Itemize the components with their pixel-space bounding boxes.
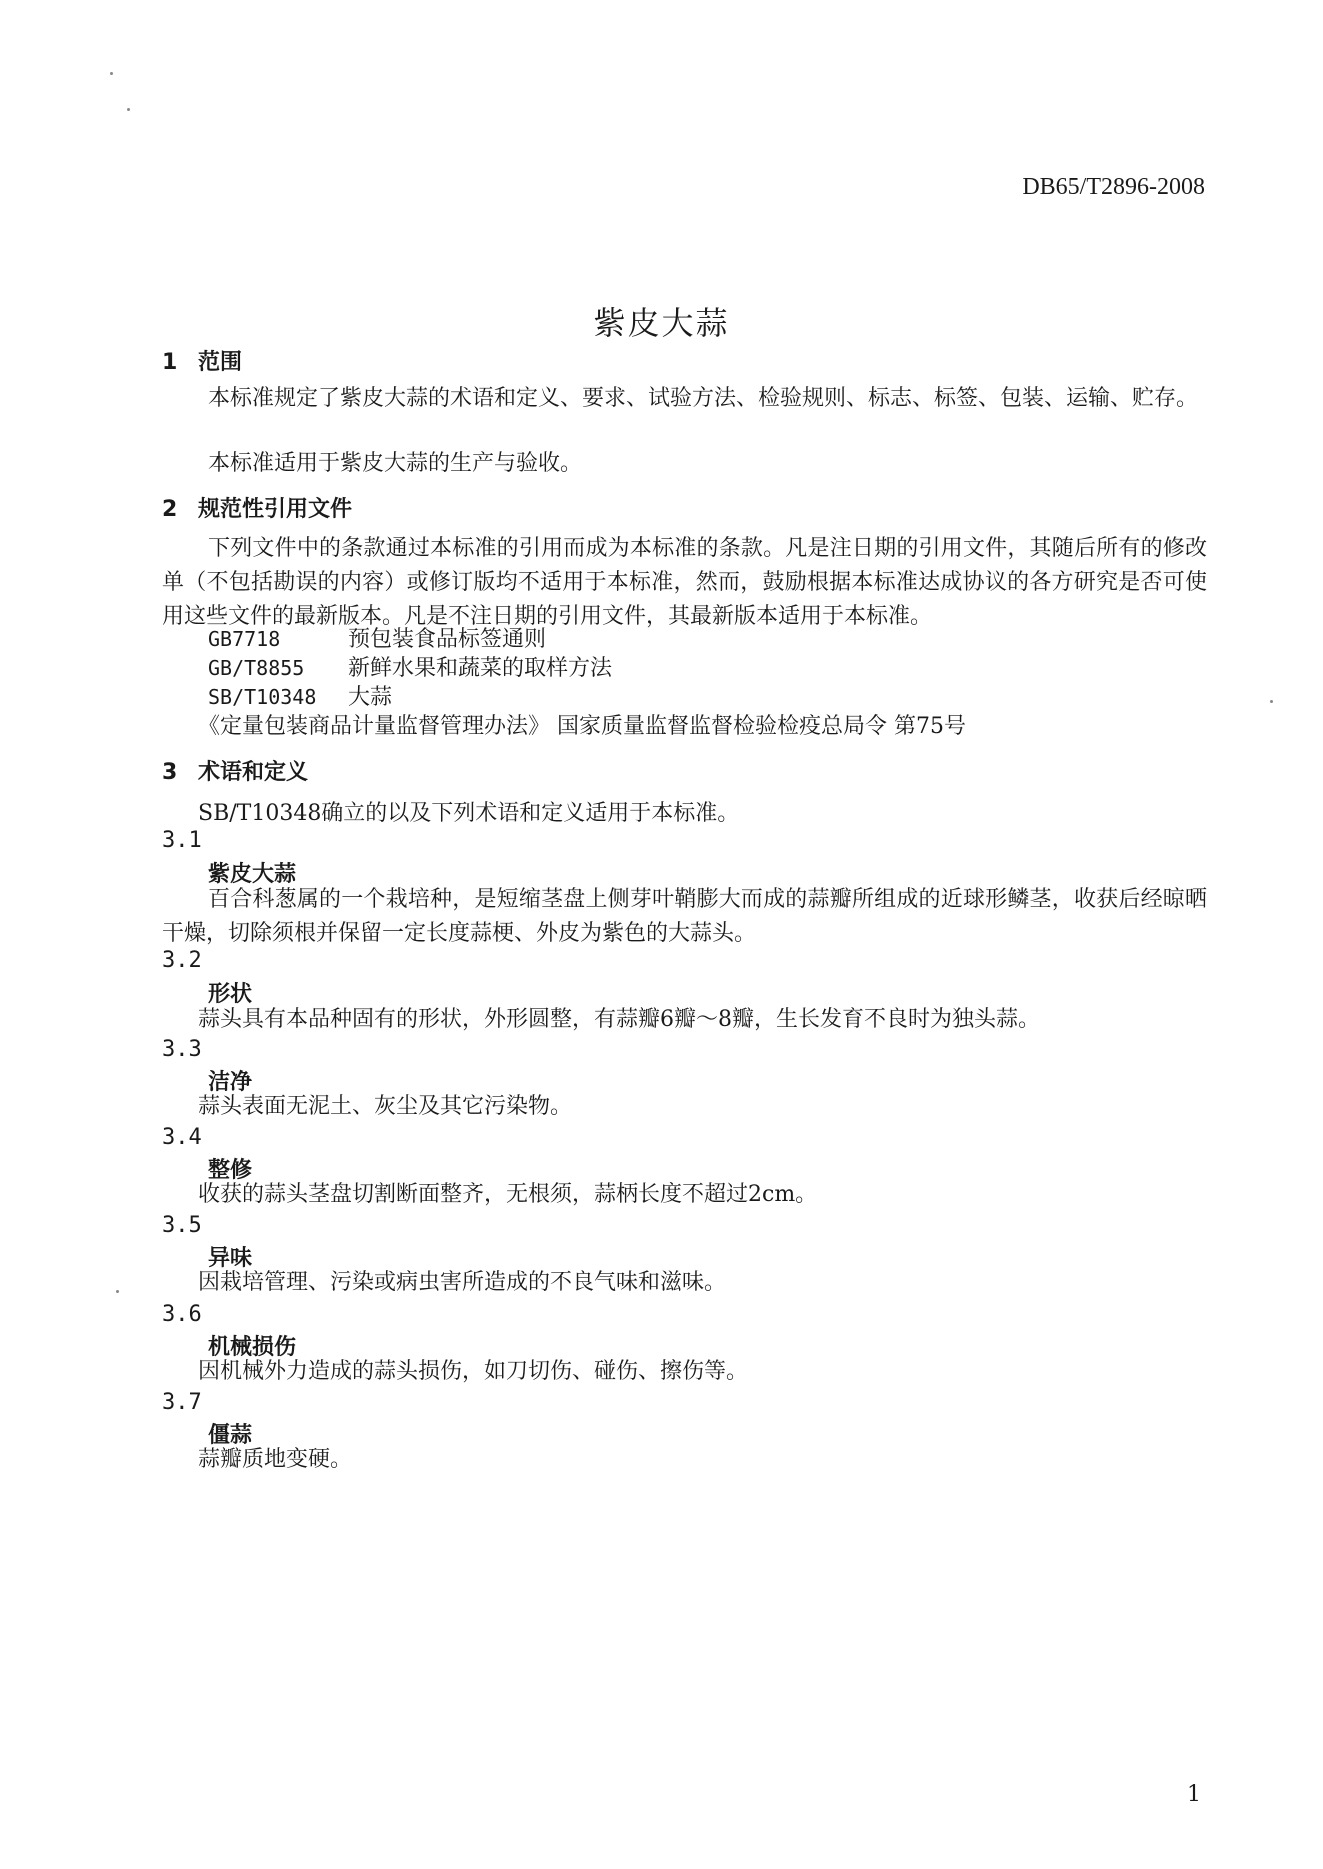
section-title: 术语和定义 bbox=[198, 760, 309, 785]
section-number: 2 bbox=[162, 497, 178, 522]
term-name: 形状 bbox=[208, 982, 253, 1007]
page-number: 1 bbox=[1187, 1782, 1201, 1807]
section-title: 范围 bbox=[198, 350, 243, 375]
document-title: 紫皮大蒜 bbox=[593, 304, 730, 342]
reference-item bbox=[208, 680, 392, 711]
term-number: 3.2 bbox=[162, 948, 202, 973]
term-definition: 蒜瓣质地变硬。 bbox=[198, 1447, 353, 1472]
term-number: 3.3 bbox=[162, 1037, 202, 1062]
term-definition: 因机械外力造成的蒜头损伤，如刀切伤、碰伤、擦伤等。 bbox=[198, 1359, 749, 1384]
section-2-paragraph-1: 下列文件中的条款通过本标准的引用而成为本标准的条款。凡是注日期的引用文件，其随后所有的修改单（不包括勘误的内容）或修订版均不适用于本标准，然而，鼓励根据本标准达成协议的各方研究是否可使用这些文件的最新版本。凡是不注日期的引用文件，其最新版本适用于本标准。 bbox=[162, 536, 1207, 629]
term-definition: 因栽培管理、污染或病虫害所造成的不良气味和滋味。 bbox=[198, 1270, 727, 1295]
scan-speck bbox=[116, 1290, 119, 1293]
reference-name: 新鲜水果和蔬菜的取样方法 bbox=[348, 656, 613, 681]
reference-name: 预包装食品标签通则 bbox=[348, 627, 547, 652]
section-number: 3 bbox=[162, 760, 178, 785]
term-number: 3.7 bbox=[162, 1390, 202, 1415]
section-title: 规范性引用文件 bbox=[198, 497, 353, 522]
reference-item-regulation: 《定量包装商品计量监督管理办法》 国家质量监督监督检验检疫总局令 第75号 bbox=[198, 714, 966, 739]
term-name: 异味 bbox=[208, 1246, 253, 1271]
term-definition: 收获的蒜头茎盘切割断面整齐，无根须，蒜柄长度不超过2cm。 bbox=[198, 1182, 818, 1207]
term-number: 3.4 bbox=[162, 1125, 202, 1150]
section-3-heading bbox=[162, 755, 308, 786]
term-name: 机械损伤 bbox=[208, 1335, 297, 1360]
term-name: 洁净 bbox=[208, 1070, 253, 1095]
term-definition: 蒜头表面无泥土、灰尘及其它污染物。 bbox=[198, 1094, 573, 1119]
reference-item bbox=[208, 651, 612, 682]
term-name: 僵蒜 bbox=[208, 1423, 253, 1448]
reference-code: GB7718 bbox=[208, 627, 281, 651]
reference-code: GB/T8855 bbox=[208, 656, 305, 680]
standard-code: DB65/T2896-2008 bbox=[1022, 174, 1205, 200]
term-number: 3.5 bbox=[162, 1213, 202, 1238]
scan-speck bbox=[1270, 700, 1273, 703]
term-name: 整修 bbox=[208, 1158, 253, 1183]
scan-speck bbox=[127, 108, 130, 111]
term-name: 紫皮大蒜 bbox=[208, 862, 297, 887]
section-number: 1 bbox=[162, 350, 178, 375]
scan-speck bbox=[110, 72, 113, 75]
term-number: 3.1 bbox=[162, 828, 202, 853]
section-3-paragraph-1: SB/T10348确立的以及下列术语和定义适用于本标准。 bbox=[198, 801, 740, 826]
section-1-heading bbox=[162, 345, 242, 376]
reference-code: SB/T10348 bbox=[208, 685, 317, 709]
section-1-paragraph-2: 本标准适用于紫皮大蒜的生产与验收。 bbox=[208, 451, 583, 476]
reference-item bbox=[208, 622, 546, 653]
section-1-paragraph-1: 本标准规定了紫皮大蒜的术语和定义、要求、试验方法、检验规则、标志、标签、包装、运输、贮存。 bbox=[208, 386, 1199, 411]
term-definition: 蒜头具有本品种固有的形状，外形圆整，有蒜瓣6瓣～8瓣，生长发育不良时为独头蒜。 bbox=[198, 1007, 1040, 1032]
section-2-heading bbox=[162, 492, 352, 523]
term-definition: 百合科葱属的一个栽培种，是短缩茎盘上侧芽叶鞘膨大而成的蒜瓣所组成的近球形鳞茎，收获后经晾晒干燥，切除须根并保留一定长度蒜梗、外皮为紫色的大蒜头。 bbox=[162, 887, 1207, 946]
reference-name: 大蒜 bbox=[348, 685, 393, 710]
term-number: 3.6 bbox=[162, 1302, 202, 1327]
